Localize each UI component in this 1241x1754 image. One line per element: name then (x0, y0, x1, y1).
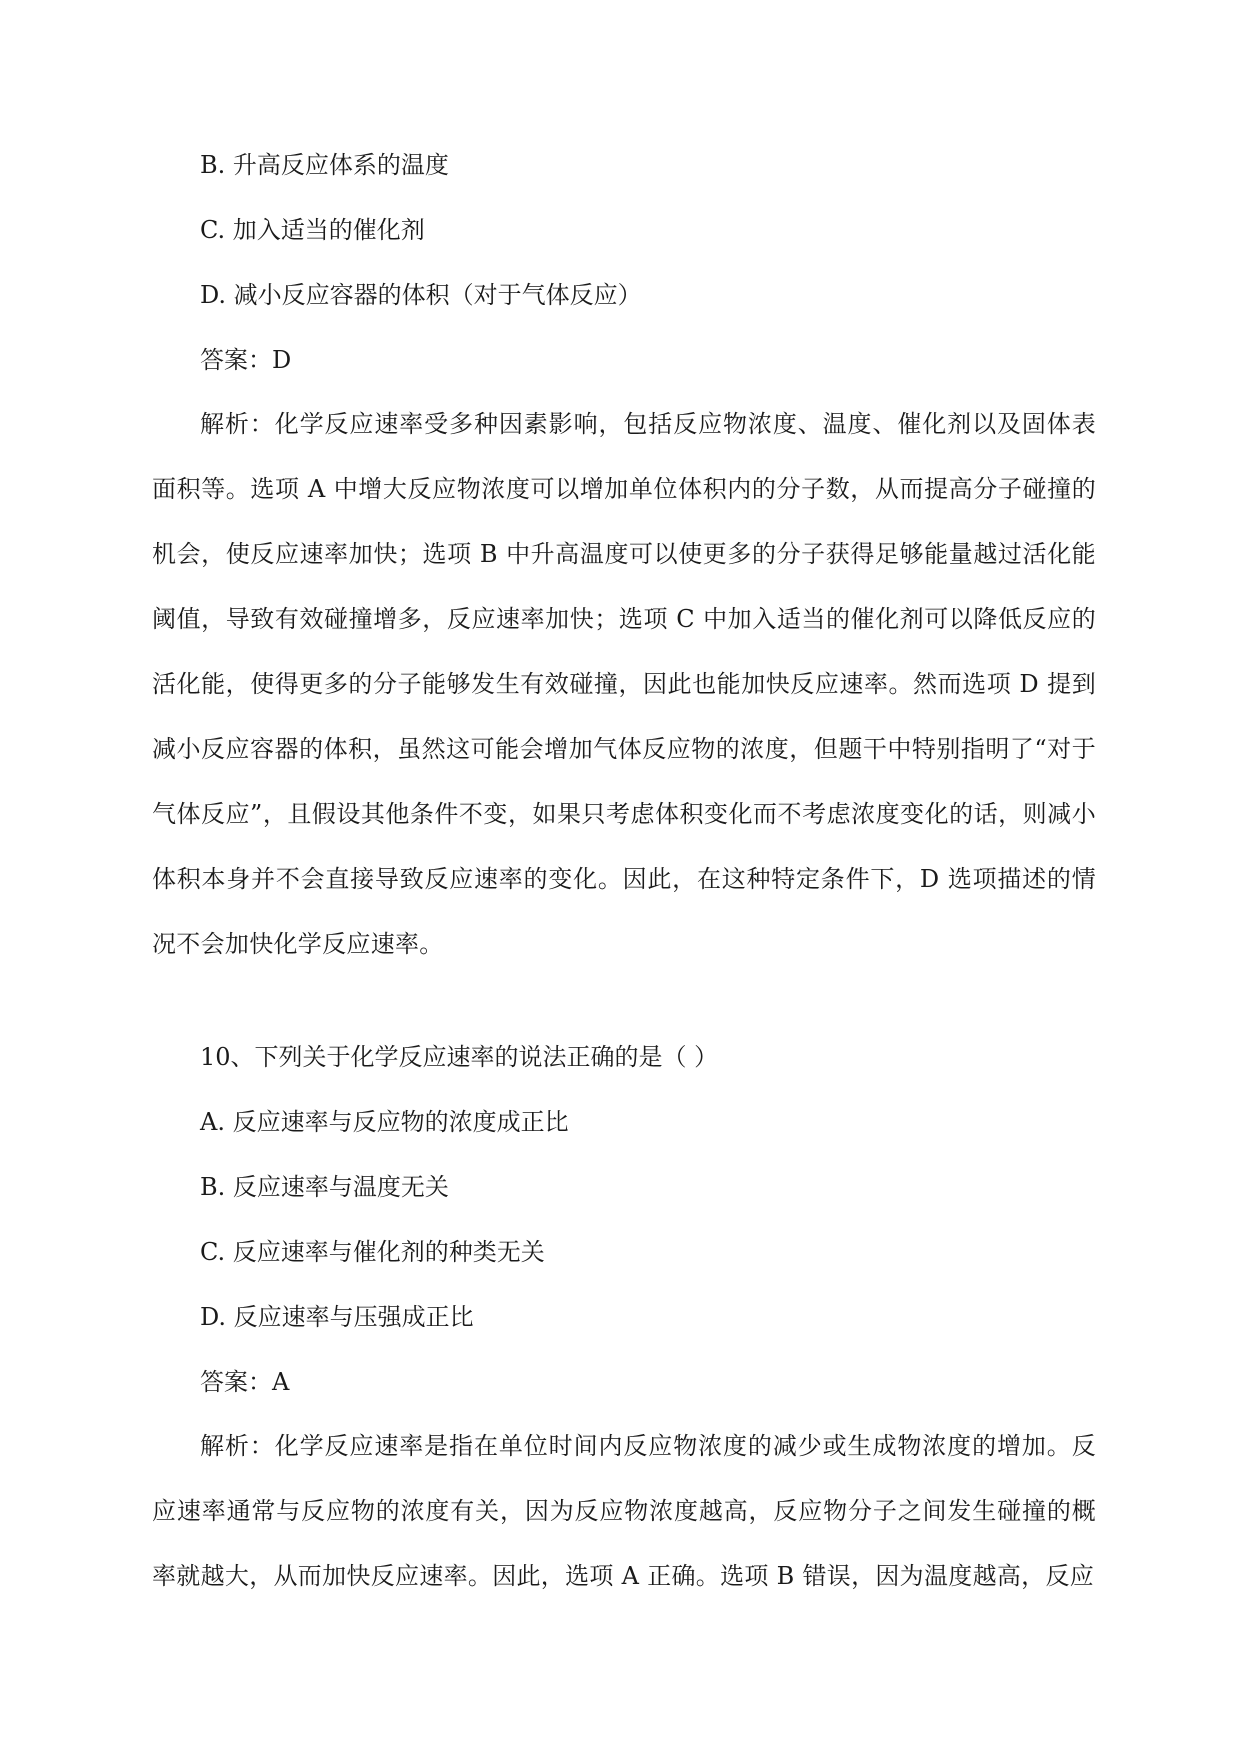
q9-analysis: 解析：化学反应速率受多种因素影响，包括反应物浓度、温度、催化剂以及固体表面积等。选项 A 中增大反应物浓度可以增加单位体积内的分子数，从而提高分子碰撞的机会，使反应速率加快；选项 B 中升高温度可以使更多的分子获得足够能量越过活化能阈值，导致有效碰撞增多，反应速率加快；选项 C 中加入适当的催化剂可以降低反应的活化能，使得更多的分子能够发生有效碰撞，因此也能加快反应速率。然而选项 D 提到减小反应容器的体积，虽然这可能会增加气体反应物的浓度，但题干中特别指明了“对于气体反应”，且假设其他条件不变，如果只考虑体积变化而不考虑浓度变化的话，则减小体积本身并不会直接导致反应速率的变化。因此，在这种特定条件下，D 选项描述的情况不会加快化学反应速率。 (152, 410, 1096, 958)
q9-option-c: C. 加入适当的催化剂 (200, 216, 425, 244)
q10-option-b: B. 反应速率与温度无关 (200, 1173, 449, 1201)
q10-option-c: C. 反应速率与催化剂的种类无关 (200, 1238, 545, 1266)
q10-option-d: D. 反应速率与压强成正比 (200, 1303, 474, 1331)
q9-option-d: D. 减小反应容器的体积（对于气体反应） (200, 281, 642, 309)
q9-option-b: B. 升高反应体系的温度 (200, 151, 449, 179)
q10-option-a: A. 反应速率与反应物的浓度成正比 (200, 1108, 569, 1136)
q10-title: 10、下列关于化学反应速率的说法正确的是（ ） (200, 1043, 719, 1071)
q9-answer: 答案：D (200, 346, 292, 374)
q10-answer: 答案：A (200, 1368, 290, 1396)
q10-analysis: 解析：化学反应速率是指在单位时间内反应物浓度的减少或生成物浓度的增加。反应速率通常与反应物的浓度有关，因为反应物浓度越高，反应物分子之间发生碰撞的概率就越大，从而加快反应速率。因此，选项 A 正确。选项 B 错误，因为温度越高，反应 (152, 1432, 1096, 1590)
